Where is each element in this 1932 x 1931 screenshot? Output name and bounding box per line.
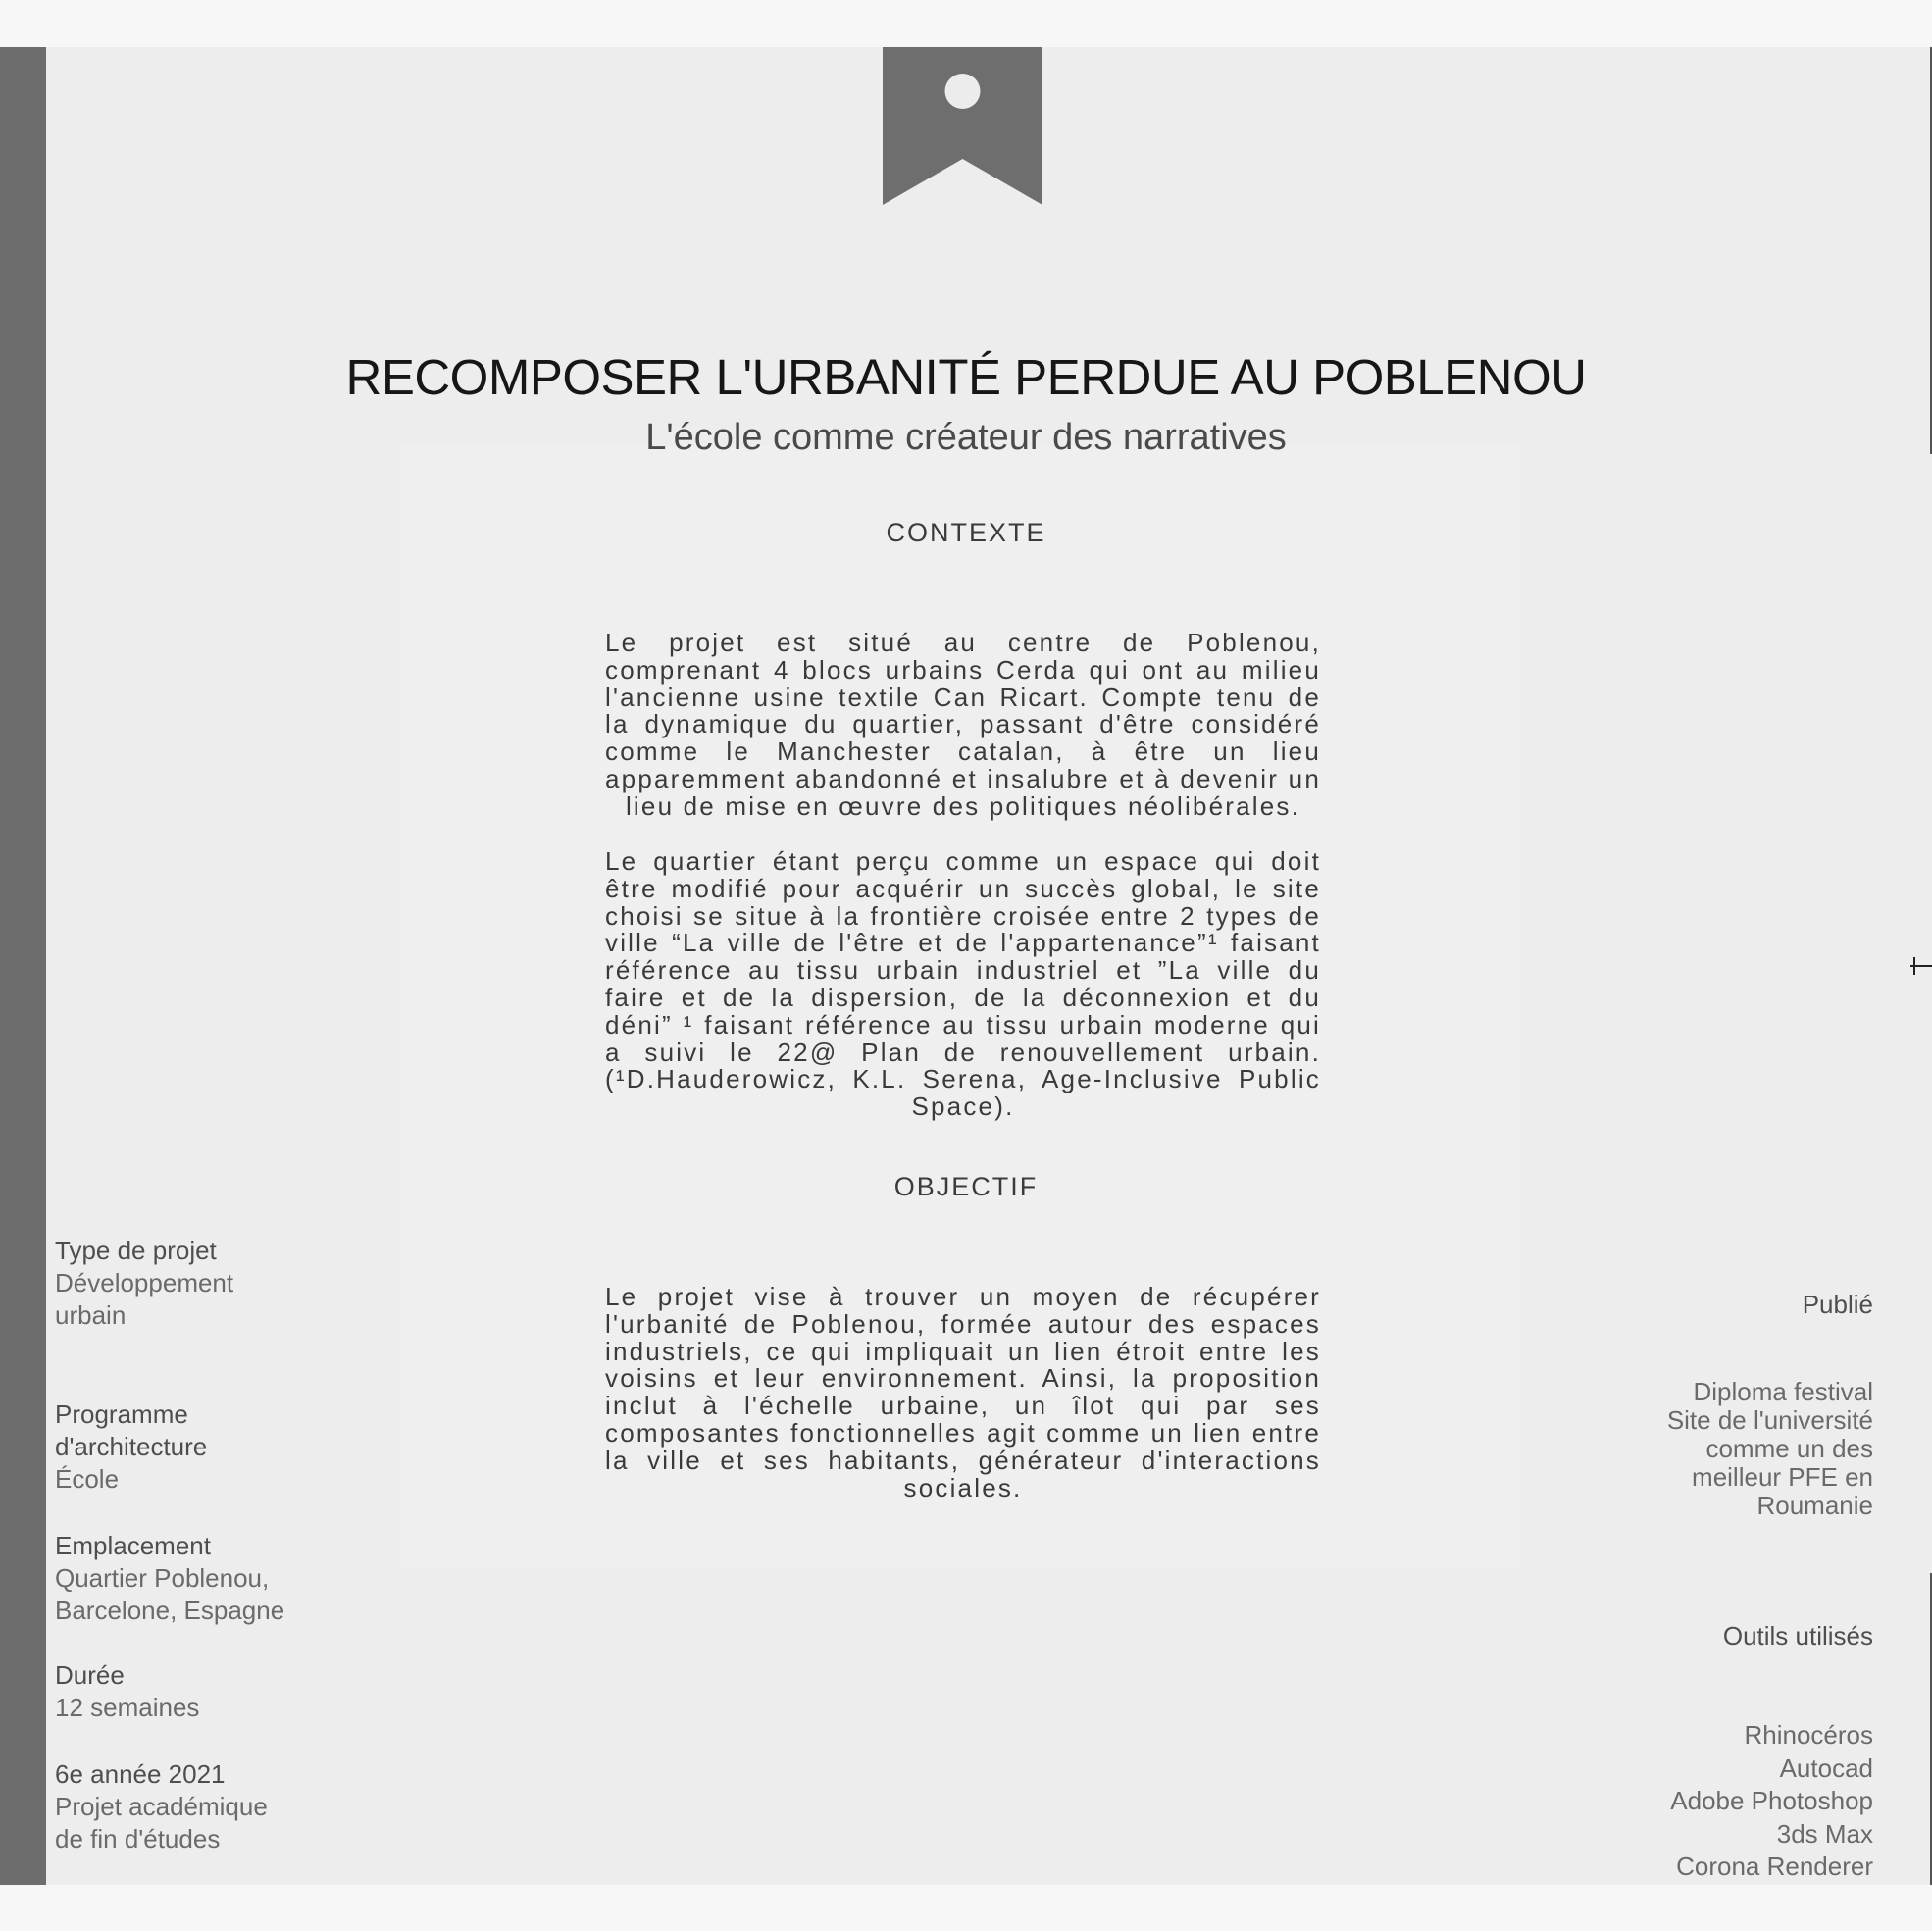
published-line: comme un des xyxy=(1705,1434,1873,1463)
duration-label: Durée xyxy=(55,1660,125,1690)
page-title: RECOMPOSER L'URBANITÉ PERDUE AU POBLENOU xyxy=(345,349,1587,405)
objective-paragraph: Le projet vise à trouver un moyen de récupérer l'urbanité de Poblenou, formée autour des espaces industriels, ce qui impliquait un lien étroit entre les voisins et leur environnement. Ainsi, la proposition inclut à l'échelle urbaine, un îlot qui par ses composantes fonctionnelles agit comme un lien entre la ville et ses habitants, générateur d'interactions sociales. xyxy=(605,1282,1321,1502)
context-heading: CONTEXTE xyxy=(886,518,1046,547)
program-block xyxy=(55,1398,349,1496)
duration-block xyxy=(55,1659,349,1724)
duration-value: 12 semaines xyxy=(55,1693,200,1722)
project-type-value-1: Développement xyxy=(55,1268,234,1297)
program-label-2: d'architecture xyxy=(55,1432,208,1461)
year-label: 6e année 2021 xyxy=(55,1759,226,1789)
location-value-2: Barcelone, Espagne xyxy=(55,1596,285,1625)
published-list xyxy=(1559,1378,1873,1520)
tool-item: Adobe Photoshop xyxy=(1670,1786,1873,1816)
program-label-1: Programme xyxy=(55,1399,188,1429)
tool-item: Rhinocéros xyxy=(1744,1720,1873,1750)
bottom-margin xyxy=(0,1885,1932,1931)
left-accent-bar xyxy=(0,47,46,1885)
year-value-1: Projet académique xyxy=(55,1792,268,1821)
top-margin xyxy=(0,0,1932,47)
bookmark-icon xyxy=(883,47,1042,205)
tool-item: 3ds Max xyxy=(1776,1818,1873,1849)
project-type-label: Type de projet xyxy=(55,1236,217,1265)
tool-item: Autocad xyxy=(1779,1753,1873,1783)
project-type-value-2: urbain xyxy=(55,1300,127,1330)
published-line: Site de l'université xyxy=(1666,1405,1873,1435)
published-heading: Publié xyxy=(1802,1290,1873,1319)
context-paragraph-2: Le quartier étant perçu comme un espace qui doit être modifié pour acquérir un succès global, le site choisi se situe à la frontière croisée entre 2 types de ville “La ville de l'être et de l'appartenance”¹ faisant référence au tissu urbain industriel et ”La ville du faire et de la dispersion, de la déconnexion et du déni” ¹ faisant référence au tissu urbain moderne qui a suivi le 22@ Plan de renouvellement urbain. (¹D.Hauderowicz, K.L. Serena, Age-Inclusive Public Space). xyxy=(605,846,1321,1122)
published-line: meilleur PFE en xyxy=(1692,1462,1873,1492)
tool-item: Corona Renderer xyxy=(1676,1852,1873,1882)
tools-list xyxy=(1559,1719,1873,1884)
context-paragraph-1: Le projet est situé au centre de Poblenou, comprenant 4 blocs urbains Cerda qui ont au milieu l'ancienne usine textile Can Ricart. Compte tenu de la dynamique du quartier, passant d'être considéré comme le Manchester catalan, à être un lieu apparemment abandonné et insalubre et à devenir un lieu de mise en œuvre des politiques néolibérales. xyxy=(605,628,1321,821)
page-subtitle: L'école comme créateur des narratives xyxy=(645,417,1287,458)
tools-heading: Outils utilisés xyxy=(1722,1621,1873,1651)
year-value-2: de fin d'études xyxy=(55,1824,221,1854)
project-type-block xyxy=(55,1235,349,1332)
published-line: Diploma festival xyxy=(1693,1377,1873,1406)
location-block xyxy=(55,1530,349,1627)
program-value: École xyxy=(55,1464,120,1494)
location-label: Emplacement xyxy=(55,1531,211,1560)
published-line: Roumanie xyxy=(1756,1491,1873,1520)
location-value-1: Quartier Poblenou, xyxy=(55,1563,270,1593)
edge-marker-icon xyxy=(1910,953,1932,979)
objective-heading: OBJECTIF xyxy=(893,1172,1039,1201)
year-block xyxy=(55,1758,349,1855)
